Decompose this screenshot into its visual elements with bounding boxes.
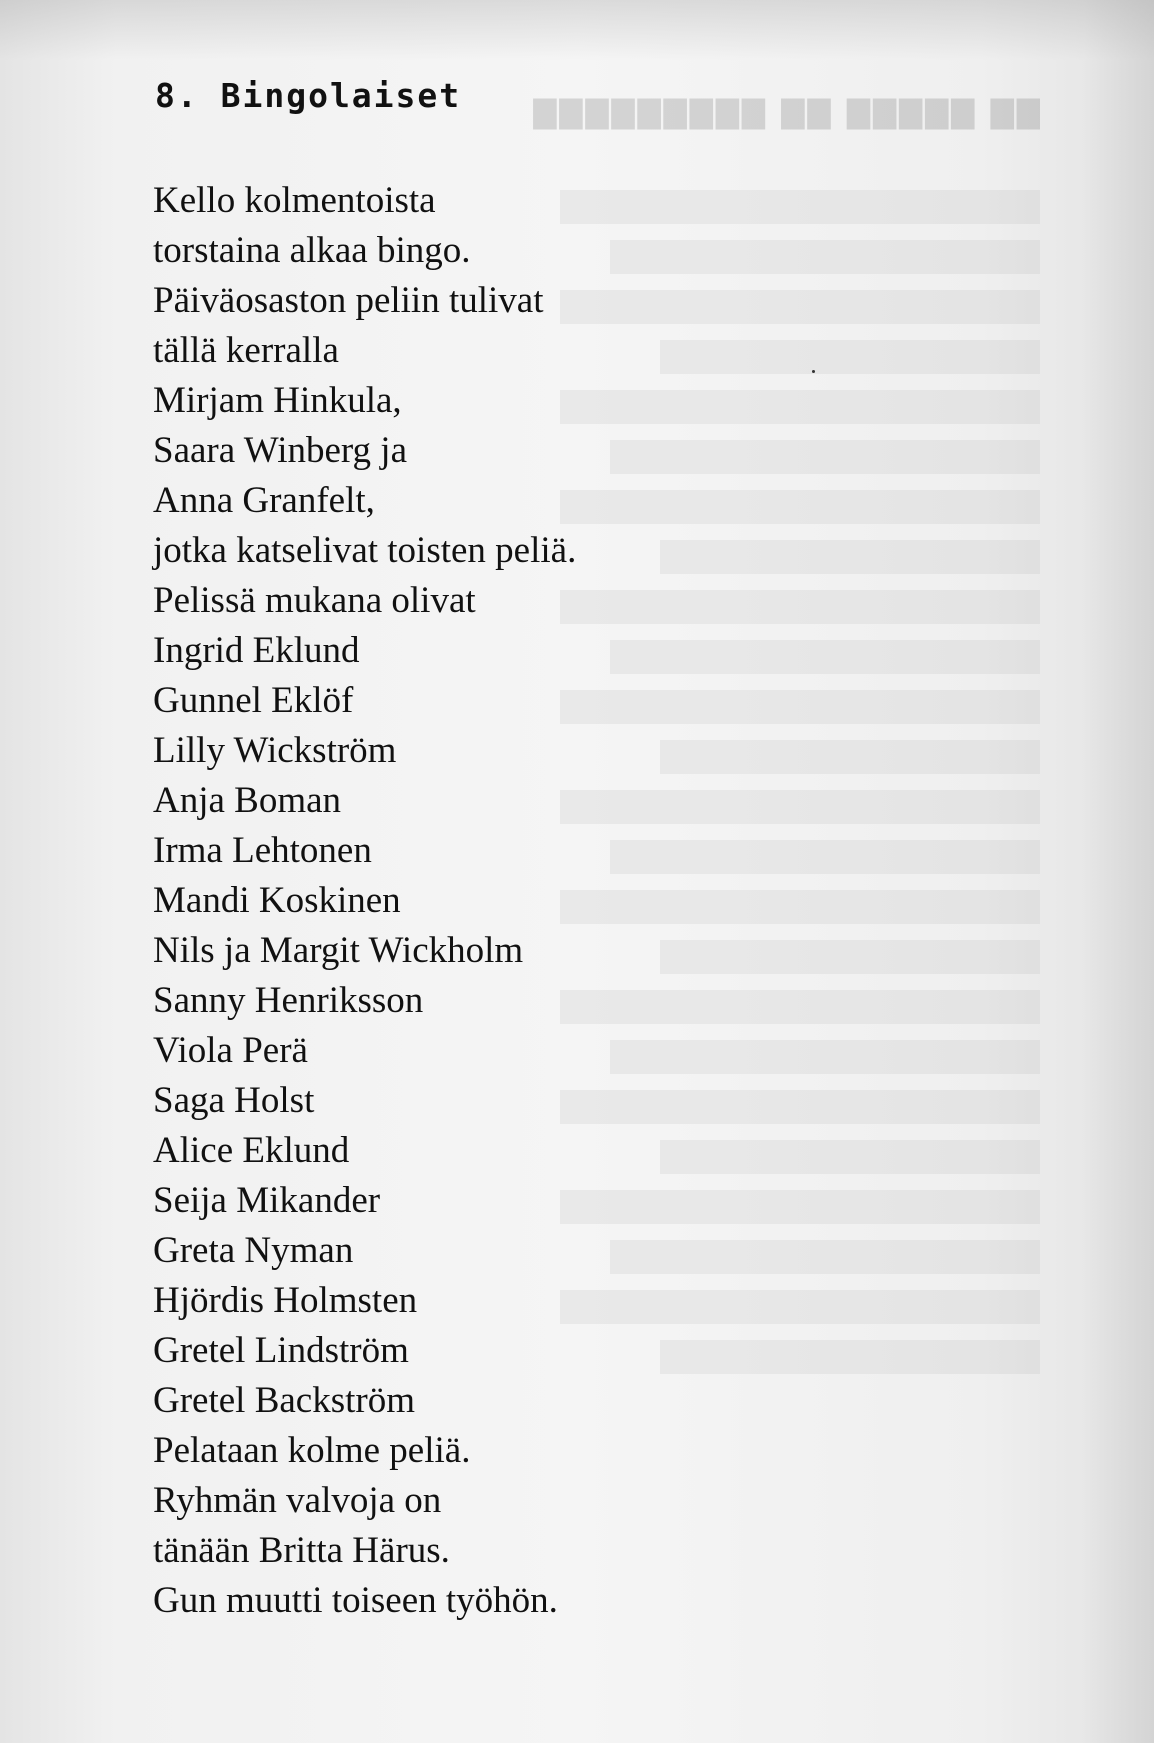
bleed-through-text-shape [560,890,1040,924]
poem-line: Seija Mikander [153,1180,381,1221]
bleed-through-text-shape [560,990,1040,1024]
bleed-through-text-shape [610,440,1040,474]
poem-line: Gretel Lindström [153,1330,409,1371]
reverse-side-bleed-through [520,88,1040,1518]
bleed-through-text-shape [560,390,1040,424]
bleed-through-text-shape [560,190,1040,224]
scan-shadow-right [1084,0,1154,1743]
bleed-through-text-shape [660,940,1040,974]
poem-line: Hjördis Holmsten [153,1280,418,1321]
poem-line: Mirjam Hinkula, [153,380,402,421]
poem-title: 8. Bingolaiset [155,76,462,115]
poem-line: Kello kolmentoista [153,180,436,221]
poem-line: Gun muutti toiseen työhön. [153,1580,558,1621]
bleed-through-text-shape [610,240,1040,274]
bleed-through-text-shape [560,290,1040,324]
scan-speck [812,370,815,373]
poem-line: Anja Boman [153,780,342,821]
bleed-through-title-shape: ▇▇ ▇▇▇▇▇ ▇▇ ▇▇▇▇▇▇▇▇▇ [530,95,1040,130]
poem-line: Mandi Koskinen [153,880,401,921]
poem-line: tällä kerralla [153,330,339,371]
poem-line: Gunnel Eklöf [153,680,354,721]
bleed-through-text-shape [660,1140,1040,1174]
poem-line: Lilly Wickström [153,730,397,771]
poem-line: Päiväosaston peliin tulivat [153,280,544,321]
poem-line: Ryhmän valvoja on [153,1480,442,1521]
poem-line: Saara Winberg ja [153,430,407,471]
scan-shadow-top [0,0,1154,60]
bleed-through-text-shape [660,340,1040,374]
bleed-through-text-shape [560,490,1040,524]
bleed-through-text-shape [560,1090,1040,1124]
poem-line: Sanny Henriksson [153,980,424,1021]
poem-line: Irma Lehtonen [153,830,372,871]
poem-line: Pelataan kolme peliä. [153,1430,471,1471]
poem-line: tänään Britta Härus. [153,1530,450,1571]
poem-line: torstaina alkaa bingo. [153,230,471,271]
poem-line: Ingrid Eklund [153,630,360,671]
poem-line: Greta Nyman [153,1230,354,1271]
poem-line: Anna Granfelt, [153,480,375,521]
bleed-through-text-shape [660,540,1040,574]
bleed-through-text-shape [610,1040,1040,1074]
poem-line: Saga Holst [153,1080,315,1121]
bleed-through-text-shape [560,590,1040,624]
poem-line: Nils ja Margit Wickholm [153,930,524,971]
poem-line: Gretel Backström [153,1380,415,1421]
bleed-through-text-shape [660,1340,1040,1374]
poem-line: Pelissä mukana olivat [153,580,476,621]
bleed-through-text-shape [610,840,1040,874]
poem-line: Alice Eklund [153,1130,350,1171]
bleed-through-text-shape [560,690,1040,724]
bleed-through-text-shape [610,1240,1040,1274]
bleed-through-text-shape [560,790,1040,824]
poem-body [153,176,576,1626]
bleed-through-text-shape [560,1190,1040,1224]
bleed-through-text-shape [560,1290,1040,1324]
bleed-through-text-shape [610,640,1040,674]
poem-line: Viola Perä [153,1030,308,1071]
poem-line: jotka katselivat toisten peliä. [153,530,577,571]
bleed-through-text-shape [660,740,1040,774]
